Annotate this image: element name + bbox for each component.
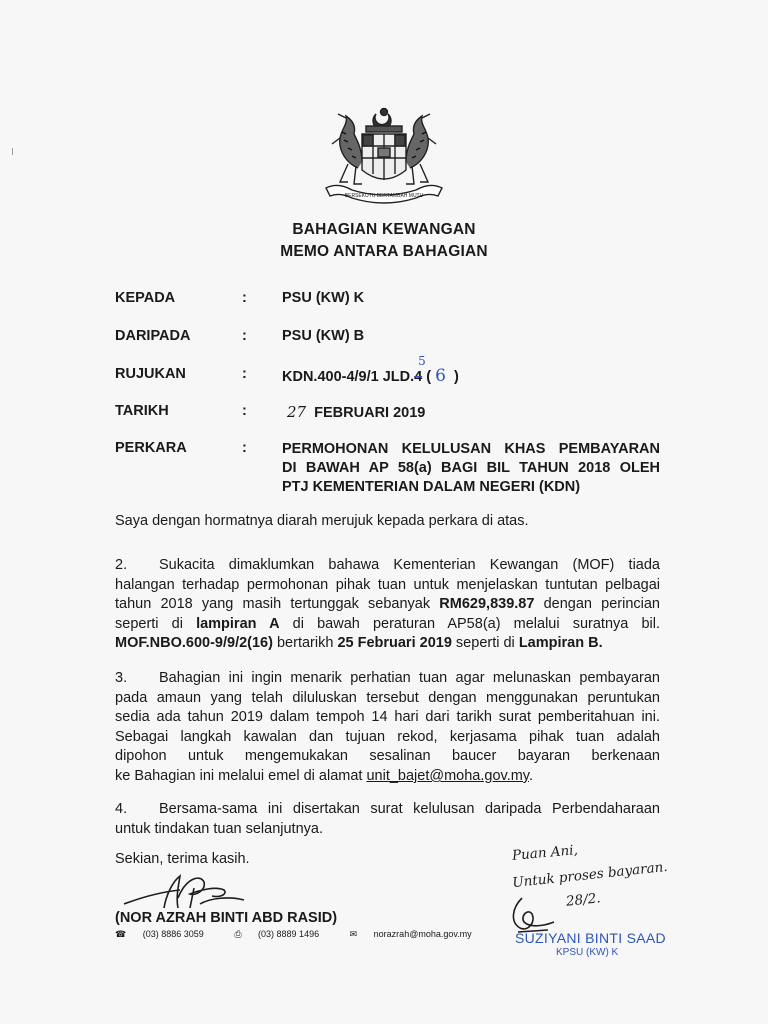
officer-stamp-title: KPSU (KW) K (556, 947, 619, 958)
colon: : (242, 366, 247, 382)
signatory-name: (NOR AZRAH BINTI ABD RASID) (115, 910, 338, 926)
department-title: BAHAGIAN KEWANGAN (292, 221, 476, 238)
scan-mark (12, 148, 13, 155)
handwritten-minute-line: Puan Ani, (511, 842, 579, 864)
colon: : (242, 403, 247, 419)
rujukan-prefix: KDN.400-4/9/1 JLD. (282, 369, 415, 385)
rujukan-handwritten-volume: 5 (418, 354, 426, 368)
colon: : (242, 290, 247, 306)
paragraph-line (115, 556, 660, 576)
paragraph-line (115, 595, 660, 615)
paragraph-line: halangan terhadap permohonan pihak tuan untuk menjelaskan tuntutan pelbagai (115, 576, 660, 593)
email-address: norazrah@moha.gov.my (373, 929, 472, 939)
paragraph-text: Sukacita dimaklumkan bahawa Kementerian Kewangan (MOF) tiada (159, 557, 660, 573)
intro-paragraph: Saya dengan hormatnya diarah merujuk kepada perkara di atas. (115, 513, 529, 529)
paragraph-text: . (528, 767, 534, 784)
handwritten-date: 28/2. (565, 890, 602, 910)
amount: RM629,839.87 (439, 596, 535, 613)
perkara-label: PERKARA (115, 440, 187, 456)
signature-scribble (120, 868, 250, 916)
letter-date: 25 Februari 2019 (337, 635, 452, 652)
paragraph-text: seperti di (451, 635, 519, 652)
perkara-value (282, 440, 660, 497)
paragraph-line (115, 669, 660, 689)
kepada-value: PSU (KW) K (282, 290, 365, 306)
tarikh-value (287, 403, 425, 421)
rujukan-handwritten-number: 6 (435, 366, 446, 386)
email-link[interactable]: unit_bajet@moha.gov.my (366, 767, 529, 784)
paragraph-text: Bersama-sama ini disertakan surat kelulusan daripada Perbendaharaan (159, 801, 660, 817)
paragraph-text: Bahagian ini ingin menarik perhatian tuan agar melunaskan pembayaran (159, 670, 660, 686)
paragraph-line: dipohon untuk mengemukakan sesalinan baucer bayaran berkenaan (115, 748, 660, 765)
perkara-line: PERMOHONAN KELULUSAN KHAS PEMBAYARAN (282, 441, 660, 457)
closing-text: Sekian, terima kasih. (115, 851, 250, 867)
daripada-label: DARIPADA (115, 328, 191, 344)
paragraph-line: Sebagai langkah kawalan dan tujuan rekod, kerjasama pihak tuan adalah (115, 728, 660, 745)
crest-motto: BERSEKUTU BERTAMBAH MUTU (344, 193, 424, 199)
paragraph-line (115, 767, 660, 787)
paragraph-text: di bawah peraturan AP58(a) melalui suratnya bil. (279, 615, 660, 632)
paragraph-3 (115, 669, 660, 787)
paragraph-line (115, 615, 660, 635)
tarikh-handwritten-day: 27 (287, 403, 307, 421)
rujukan-value (282, 354, 459, 386)
phone-number: (03) 8886 3059 (142, 929, 204, 939)
officer-stamp-name: SUZIYANI BINTI SAAD (515, 930, 666, 946)
paragraph-line: sedia ada tahun 2019 dalam tempoh 14 hari dari tarikh surat pemberitahuan ini. (115, 709, 660, 726)
rujukan-paren-open: ( (422, 369, 432, 385)
paragraph-number: 3. (115, 670, 128, 686)
daripada-value: PSU (KW) B (282, 328, 365, 344)
paragraph-line: untuk tindakan tuan selanjutnya. (115, 820, 323, 837)
paragraph-text: seperti di (115, 615, 197, 632)
paragraph-text: bertarikh (272, 635, 338, 652)
letter-ref: MOF.NBO.600-9/9/2(16) (115, 635, 273, 652)
colon: : (242, 328, 247, 344)
paragraph-text: tahun 2018 yang masih tertunggak sebanyak (115, 596, 440, 613)
perkara-line: PTJ KEMENTERIAN DALAM NEGERI (KDN) (282, 479, 581, 495)
fax-contact (234, 929, 333, 939)
paragraph-line (115, 634, 660, 654)
contact-line (115, 929, 500, 940)
paragraph-text: ke Bahagian ini melalui emel di alamat (115, 767, 367, 784)
mail-icon: ✉ (349, 929, 358, 939)
paragraph-line: pada amaun yang telah diluluskan tersebut dengan menggunakan peruntukan (115, 689, 660, 706)
phone-contact (115, 929, 218, 939)
rujukan-paren-close: ) (449, 369, 459, 385)
memo-type-title: MEMO ANTARA BAHAGIAN (280, 243, 488, 260)
paragraph-line (115, 800, 660, 820)
tarikh-label: TARIKH (115, 403, 169, 419)
fax-number: (03) 8889 1496 (258, 929, 320, 939)
paragraph-4 (115, 800, 660, 839)
attachment-ref: lampiran A (196, 615, 280, 632)
rujukan-struck-number: 4 (414, 369, 423, 385)
fax-icon: ⎙ (234, 929, 242, 939)
coat-of-arms-icon (318, 104, 450, 208)
paragraph-2 (115, 556, 660, 654)
email-contact (350, 929, 486, 939)
phone-icon: ☎ (115, 929, 127, 939)
paragraph-text: dengan perincian (534, 596, 660, 613)
paragraph-number: 2. (115, 557, 128, 573)
attachment-ref: Lampiran B. (518, 635, 603, 652)
perkara-line: DI BAWAH AP 58(a) BAGI BIL TAHUN 2018 OLEH (282, 460, 660, 476)
colon: : (242, 440, 247, 456)
paragraph-number: 4. (115, 801, 128, 817)
rujukan-label: RUJUKAN (115, 366, 186, 382)
handwritten-minute-line: Untuk proses bayaran. (511, 858, 669, 892)
tarikh-month-year: FEBRUARI 2019 (314, 405, 426, 421)
kepada-label: KEPADA (115, 290, 176, 306)
